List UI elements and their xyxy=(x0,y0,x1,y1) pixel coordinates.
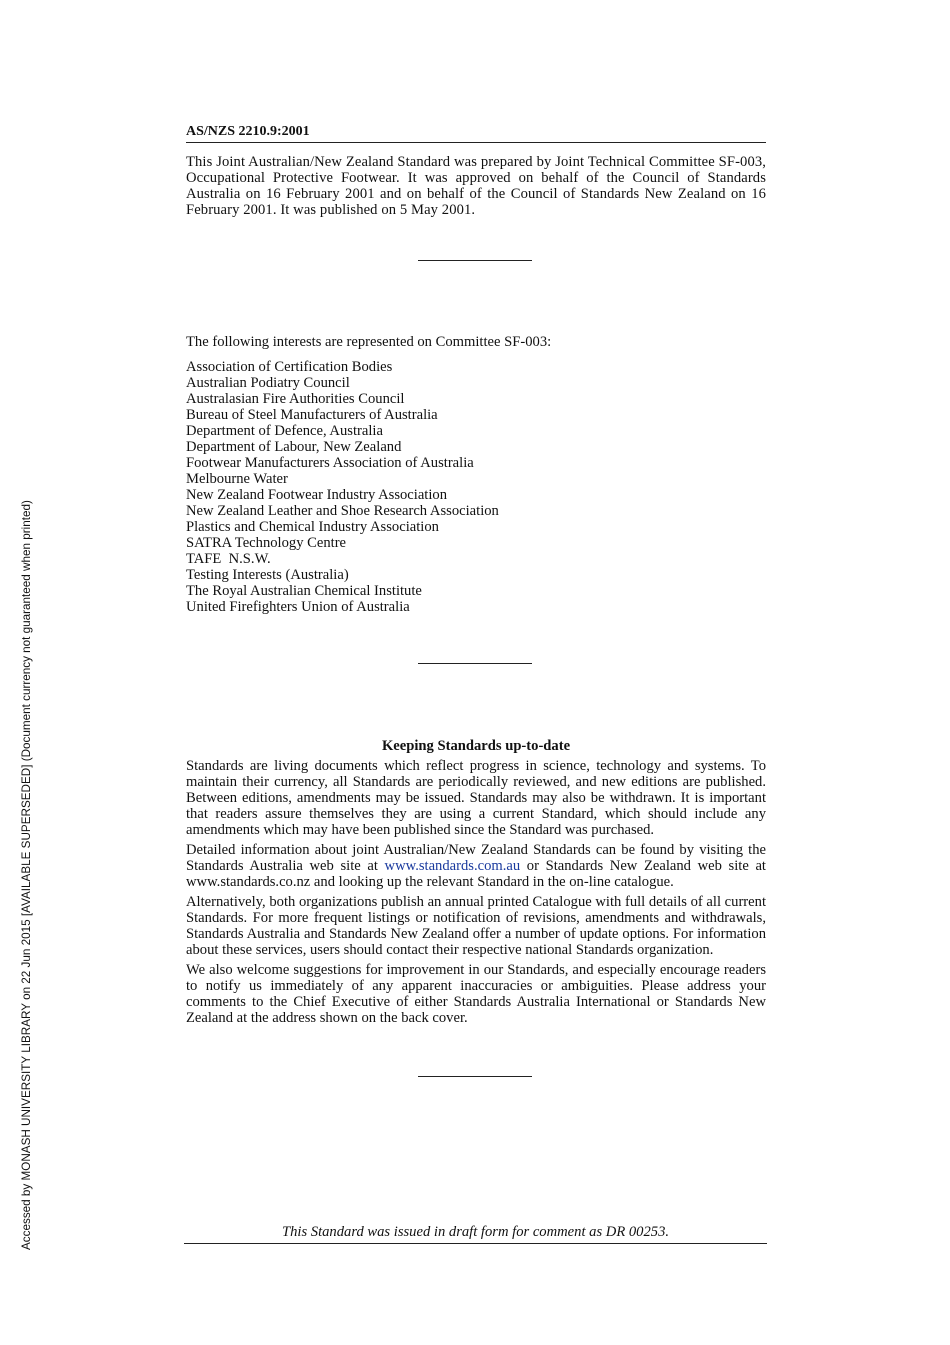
committee-member: Australian Podiatry Council xyxy=(186,375,350,391)
section-divider xyxy=(418,663,532,664)
committee-member: SATRA Technology Centre xyxy=(186,535,347,551)
committee-intro: The following interests are represented on Committee SF-003: xyxy=(186,334,552,350)
committee-member: TAFE N.S.W. xyxy=(186,551,271,567)
paragraph-catalogue: Alternatively, both organizations publish an annual printed Catalogue with full details of all current Standards. For more frequent listings or notification of revisions, amendments and withdrawals, Standards Australia and Standards New Zealand offer a number of update options. For information about these services, users should contact their respective national Standards organization. xyxy=(186,894,766,958)
committee-member: New Zealand Leather and Shoe Research Association xyxy=(186,503,499,519)
committee-member: Australasian Fire Authorities Council xyxy=(186,391,405,407)
standards-australia-link[interactable]: www.standards.com.au xyxy=(384,858,521,874)
paragraph-text: Detailed information about joint Australian/New Zealand Standards can be found by visiting the Standards Australia web site at xyxy=(186,842,766,874)
section-divider xyxy=(418,260,532,261)
committee-member: Department of Labour, New Zealand xyxy=(186,439,402,455)
page-content xyxy=(186,124,766,1077)
committee-member: New Zealand Footwear Industry Association xyxy=(186,487,448,503)
paragraph-living-documents: Standards are living documents which reflect progress in science, technology and systems. To maintain their currency, all Standards are periodically reviewed, and new editions are published. Between editions, amendments may be issued. Standards may also be withdrawn. It is important that readers assure themselves they are using a current Standard, which should include any amendments which may have been published since the Standard was purchased. xyxy=(186,758,766,838)
committee-member: Department of Defence, Australia xyxy=(186,423,383,439)
preparation-statement: This Joint Australian/New Zealand Standard was prepared by Joint Technical Committee SF-003, Occupational Protective Footwear. It was approved on behalf of the Council of Standards Australia on 16 February 2001 and on behalf of the Council of Standards New Zealand on 16 February 2001. It was published on 5 May 2001. xyxy=(186,154,766,218)
committee-member: Plastics and Chemical Industry Association xyxy=(186,519,439,535)
section-heading: Keeping Standards up-to-date xyxy=(381,738,571,754)
paragraph-web-info xyxy=(186,842,766,890)
paragraph-suggestions: We also welcome suggestions for improvement in our Standards, and especially encourage readers to notify us immediately of any apparent inaccuracies or ambiguities. Please address your comments to the Chief Executive of either Standards Australia International or Standards New Zealand at the address shown on the back cover. xyxy=(186,962,766,1026)
committee-member: Testing Interests (Australia) xyxy=(186,567,349,583)
draft-note: This Standard was issued in draft form for comment as DR 00253. xyxy=(184,1224,767,1244)
committee-member: Melbourne Water xyxy=(186,471,288,487)
committee-member-list xyxy=(186,359,766,615)
committee-member: Footwear Manufacturers Association of Australia xyxy=(186,455,474,471)
access-watermark: Accessed by MONASH UNIVERSITY LIBRARY on 22 Jun 2015 [AVAILABLE SUPERSEDED] (Document currency not guaranteed when printed) xyxy=(20,500,33,1250)
document-id-header: AS/NZS 2210.9:2001 xyxy=(186,124,766,143)
committee-member: United Firefighters Union of Australia xyxy=(186,599,410,615)
committee-member: Bureau of Steel Manufacturers of Australia xyxy=(186,407,438,423)
paragraph-text: or Standards New Zealand web site at www.standards.co.nz and looking up the relevant Standard in the on-line catalogue. xyxy=(186,858,766,890)
committee-member: The Royal Australian Chemical Institute xyxy=(186,583,422,599)
section-divider xyxy=(418,1076,532,1077)
committee-member: Association of Certification Bodies xyxy=(186,359,393,375)
